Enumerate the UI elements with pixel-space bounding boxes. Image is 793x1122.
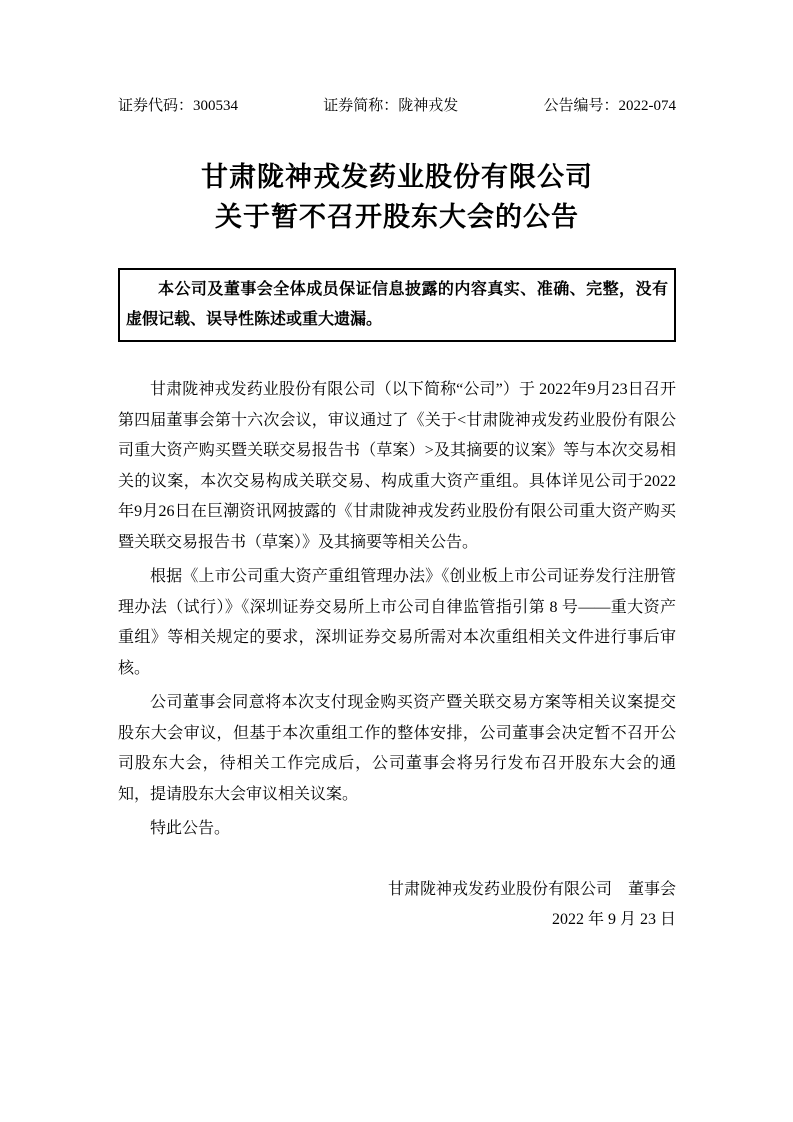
stock-name: 证券简称：陇神戎发 <box>323 98 459 114</box>
signature-date: 2022 年 9 月 23 日 <box>551 911 676 928</box>
signature-company: 甘肃陇神戎发药业股份有限公司 董事会 <box>387 880 676 898</box>
announcement-number: 公告编号：2022-074 <box>543 98 676 114</box>
document-header <box>118 96 676 116</box>
paragraph-board-meeting: 甘肃陇神戎发药业股份有限公司（以下简称“公司”）于 2022年9月23日召开第四届董事会第十六次会议，审议通过了《关于<甘肃陇神戎发药业股份有限公司重大资产购买暨关联交易报告书（草案）>及其摘要的议案》等与本次交易相关的议案，本次交易构成关联交易、构成重大资产重组。具体详见公司于2022年9月26日在巨潮资讯网披露的《甘肃陇神戎发药业股份有限公司重大资产购买暨关联交易报告书（草案）》及其摘要等相关公告。 <box>118 381 676 551</box>
signature-block <box>118 875 676 936</box>
title-company-name: 甘肃陇神戎发药业股份有限公司 <box>201 162 593 192</box>
disclaimer-text: 本公司及董事会全体成员保证信息披露的内容真实、准确、完整，没有虚假记载、误导性陈述或重大遗漏。 <box>126 281 668 328</box>
title-announcement-subject: 关于暂不召开股东大会的公告 <box>215 202 579 232</box>
document-title <box>118 157 676 237</box>
document-body <box>118 375 676 845</box>
paragraph-regulations: 根据《上市公司重大资产重组管理办法》《创业板上市公司证券发行注册管理办法（试行）》《深圳证券交易所上市公司自律监管指引第 8 号——重大资产重组》等相关规定的要求，深圳证券交易所需对本次重组相关文件进行事后审核。 <box>118 568 676 677</box>
closing-statement: 特此公告。 <box>150 820 231 837</box>
paragraph-decision: 公司董事会同意将本次支付现金购买资产暨关联交易方案等相关议案提交股东大会审议，但基于本次重组工作的整体安排，公司董事会决定暂不召开公司股东大会，待相关工作完成后，公司董事会将另行发布召开股东大会的通知，提请股东大会审议相关议案。 <box>118 694 676 803</box>
disclaimer-box <box>118 268 676 342</box>
stock-code: 证券代码：300534 <box>118 98 239 114</box>
